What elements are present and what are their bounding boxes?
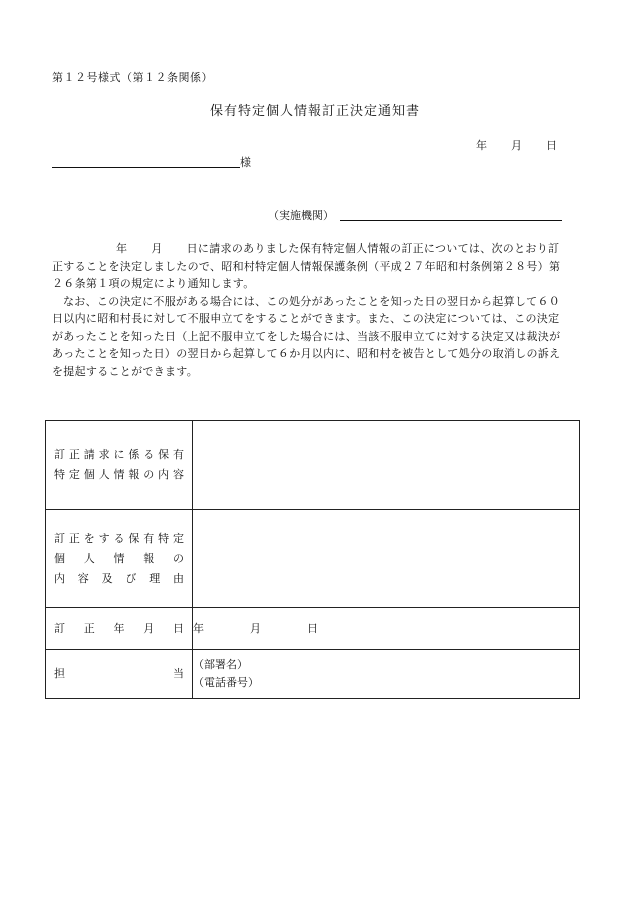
correction-request-content-cell[interactable] (193, 421, 580, 510)
table-row (46, 510, 580, 608)
correction-info-table (45, 420, 580, 699)
contact-info-cell[interactable] (193, 650, 580, 699)
form-number: 第１２号様式（第１２条関係） (52, 71, 213, 84)
notice-paragraph-2 (52, 293, 564, 381)
contact-person-label (46, 650, 193, 699)
correction-year: 年 (193, 621, 204, 635)
table-row (46, 608, 580, 650)
correction-date-label (46, 608, 193, 650)
correction-month: 月 (250, 621, 261, 635)
label-char: 当 (173, 667, 184, 680)
issue-date-year: 年 (476, 139, 487, 152)
document-title: 保有特定個人情報訂正決定通知書 (209, 104, 420, 119)
agency-label: （実施機関） (268, 209, 334, 222)
label-line: 訂正年月日 (54, 621, 184, 635)
label-line: 訂正請求に係る保有 (54, 448, 184, 461)
correction-detail-label (46, 510, 193, 608)
issue-date (476, 137, 557, 153)
issue-date-month: 月 (511, 139, 522, 152)
paragraph-2-text: なお、この決定に不服がある場合には、この処分があったことを知った日の翌日から起算して６０日以内に昭和村長に対して不服申立てをすることができます。また、この決定については、この決定があったことを知った日（上記不服申立てをした場合には、当該不服申立てに対する決定又は裁決があったことを知った日）の翌日から起算して６か月以内に、昭和村を被告として処分の取消しの訴えを提起することができます。 (52, 294, 561, 378)
request-year: 年 (116, 242, 128, 255)
issue-date-day: 日 (546, 139, 557, 152)
table-row (46, 650, 580, 699)
label-line: 特定個人情報の内容 (54, 468, 184, 481)
label-char: 担 (54, 667, 65, 680)
paragraph-1-text: 日に請求のありました保有特定個人情報の訂正については、次のとおり訂正することを決定しましたので、昭和村特定個人情報保護条例（平成２７年昭和村条例第２８号）第２６条第１項の規定により通知します。 (52, 242, 561, 290)
phone-number-label: （電話番号） (193, 676, 259, 689)
notice-body (52, 240, 564, 380)
table-row (46, 421, 580, 510)
agency-name-line[interactable] (340, 206, 562, 221)
correction-detail-content-cell[interactable] (193, 510, 580, 608)
label-line: 内容及び理由 (54, 571, 184, 585)
correction-date-cell[interactable] (193, 608, 580, 650)
label-line: 訂正をする保有特定 (54, 531, 184, 545)
recipient-name-line[interactable] (52, 153, 240, 168)
notice-paragraph-1 (52, 240, 564, 293)
department-name-label: （部署名） (193, 658, 248, 671)
correction-day: 日 (307, 621, 318, 635)
label-line: 個人情報の (54, 551, 184, 565)
recipient-suffix: 様 (240, 156, 251, 169)
request-month: 月 (151, 242, 163, 255)
correction-request-label (46, 421, 193, 510)
